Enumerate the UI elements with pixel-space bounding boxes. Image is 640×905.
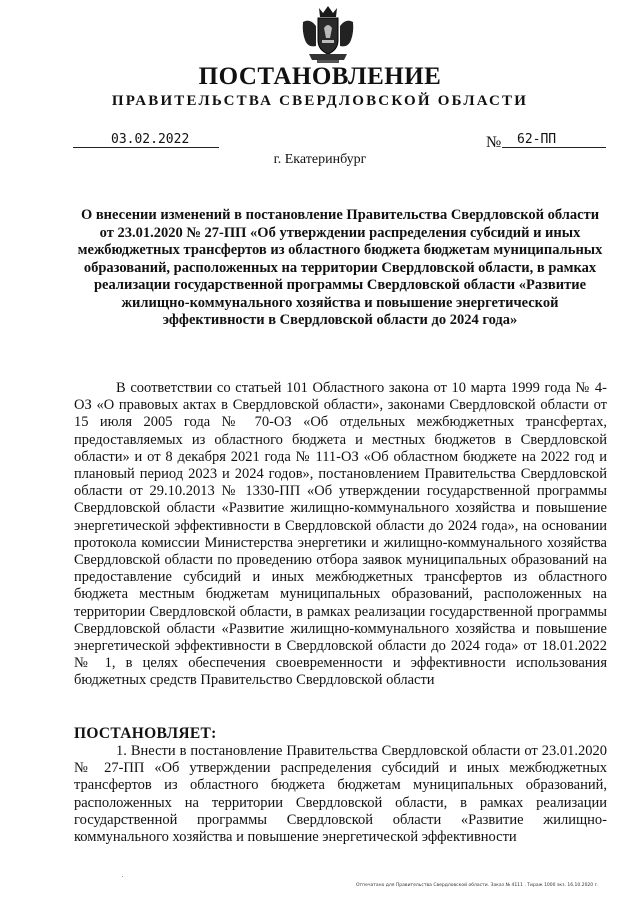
document-date: 03.02.2022 [111, 132, 190, 147]
document-number: 62-ПП [517, 132, 557, 147]
print-footer: Отпечатано для Правительства Свердловской области. Заказ № 4111 . Тираж 1000 экз. 16.10.2020 г. [356, 883, 599, 888]
paragraph-preamble: В соответствии со статьей 101 Областного закона от 10 марта 1999 года № 4-ОЗ «О правовых актах в Свердловской области», законами Свердловской области от 15 июля 2005 года № 70-ОЗ «Об отдельных межбюджетных трансфертах, предоставляемых из областного бюджета и местных бюджетов в Свердловской области» и от 8 декабря 2021 года № 111-ОЗ «Об областном бюджете на 2022 год и плановый период 2023 и 2024 годов», постановлением Правительства Свердловской области от 29.10.2013 № 1330-ПП «Об утверждении государственной программы Свердловской области «Развитие жилищно-коммунального хозяйства и повышение энергетической эффективности в Свердловской области до 2024 года», на основании протокола комиссии Министерства энергетики и жилищно-коммунального хозяйства Свердловской области по проведению отбора заявок муниципальных образований на предоставление субсидий и иных межбюджетных трансфертов из областного бюджета местным бюджетам муниципальных образований, расположенных на территории Свердловской области, в рамках реализации государственной программы Свердловской области «Развитие жилищно-коммунального хозяйства и повышение энергетической эффективности в Свердловской области до 2024 года» от 18.01.2022 № 1, в целях обеспечения своевременности и эффективности использования бюджетных средств Правительство Свердловской области [74, 380, 607, 689]
scan-dot [122, 876, 123, 877]
document-title: ПОСТАНОВЛЕНИЕ [198, 63, 442, 90]
document-heading: О внесении изменений в постановление Правительства Свердловской области от 23.01.2020 № 27-ПП «Об утверждении распределения субсидий и иных межбюджетных трансфертов из областного бюджета бюджетам муниципальных образований, расположенных на территории Свердловской области, в рамках реализации государственной программы Свердловской области «Развитие жилищно-коммунального хозяйства и повышение энергетической эффективности в Свердловской области до 2024 года» [77, 207, 603, 328]
decree-word: ПОСТАНОВЛЯЕТ: [74, 725, 217, 742]
number-sign: № [486, 134, 502, 151]
city: г. Екатеринбург [273, 152, 367, 167]
paragraph-item-1: 1. Внести в постановление Правительства Свердловской области от 23.01.2020 № 27-ПП «Об утверждении распределения субсидий и иных межбюджетных трансфертов из областного бюджета бюджетам муниципальных образований, расположенных на территории Свердловской области, в рамках реализации государственной программы Свердловской области «Развитие жилищно-коммунального хозяйства и повышение энергетической эффективности [74, 743, 607, 846]
date-field [73, 132, 219, 148]
number-field [502, 132, 606, 148]
coat-of-arms-icon [297, 4, 359, 66]
issuer-name: ПРАВИТЕЛЬСТВА СВЕРДЛОВСКОЙ ОБЛАСТИ [111, 93, 529, 109]
